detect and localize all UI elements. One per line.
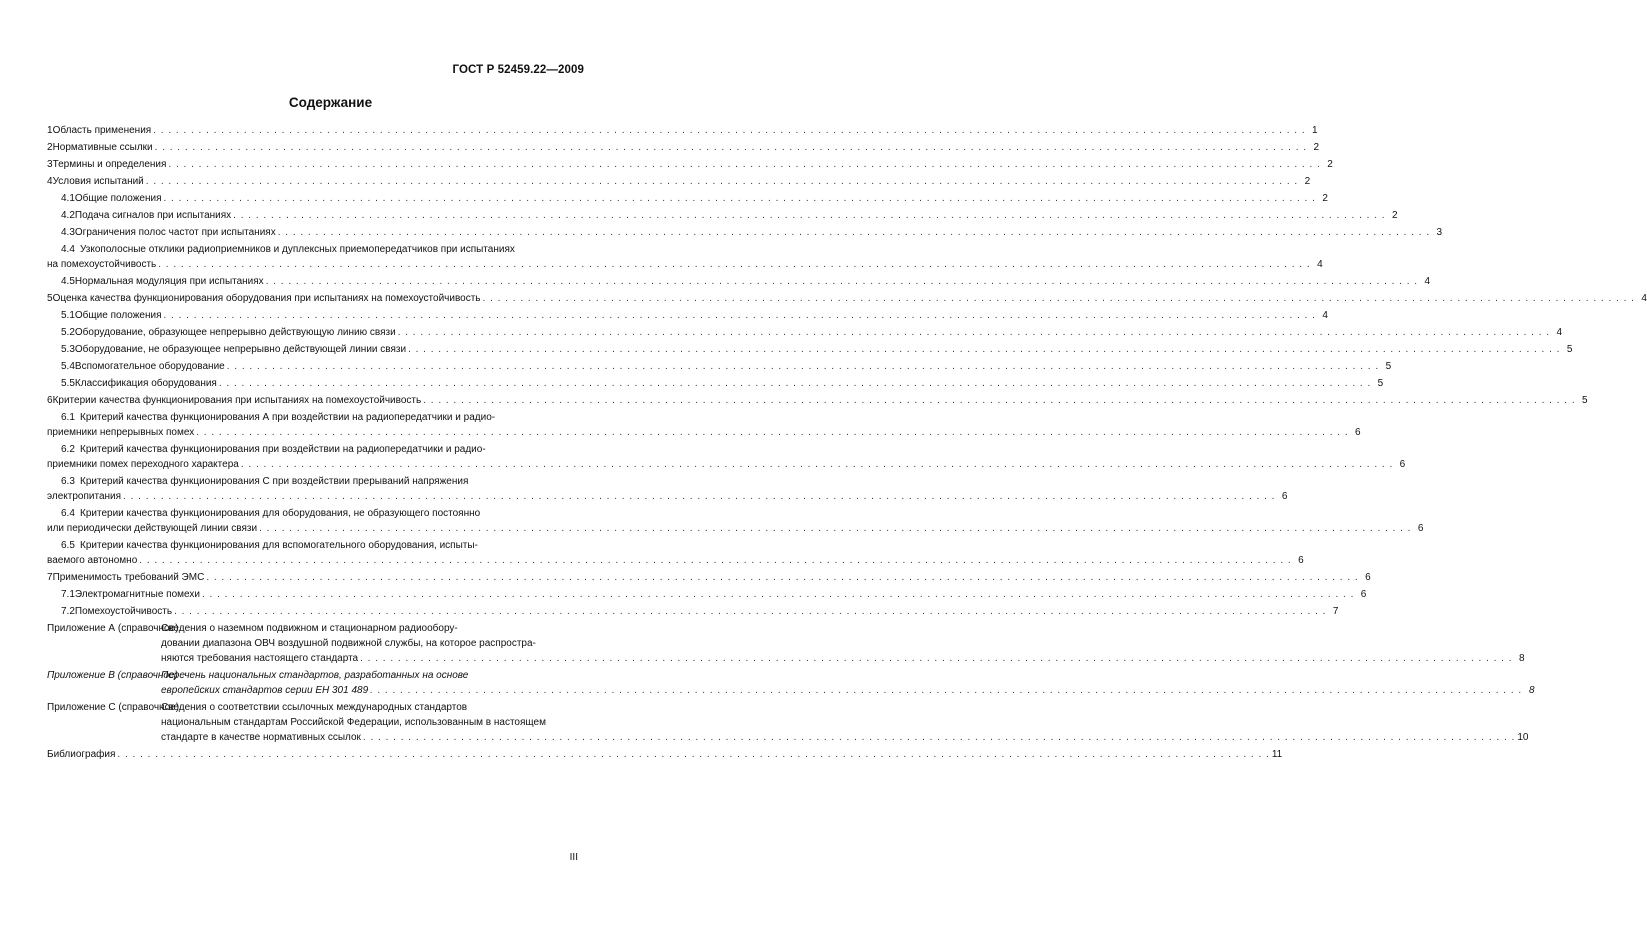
document-id: ГОСТ Р 52459.22—2009 — [452, 64, 584, 76]
dot-leader — [241, 457, 1393, 472]
toc-entry-title: Оборудование, образующее непрерывно действующую линию связи — [74, 327, 396, 338]
toc-entry-title: Оборудование, не образующее непрерывно действующей линии связи — [74, 344, 407, 355]
toc-entry-title-continued: электропитания — [47, 491, 122, 502]
table-of-contents — [47, 123, 1647, 764]
toc-entry-title: Критерий качества функционирования А при воздействии на радиопередатчики и радио- — [80, 412, 496, 423]
toc-entry-page: 5 — [1377, 378, 1384, 389]
dot-leader — [174, 604, 1326, 619]
appendix-label: Приложение А (справочное) — [47, 623, 179, 634]
toc-entry-title: Оценка качества функционирования оборудования при испытаниях на помехоустойчивость — [52, 293, 481, 304]
toc-entry[interactable] — [47, 123, 1318, 138]
toc-entry-number: 5.5 — [61, 378, 75, 389]
toc-entry-page: 5 — [1566, 344, 1573, 355]
dot-leader — [123, 489, 1275, 504]
toc-entry[interactable] — [47, 157, 1333, 172]
toc-entry-title: Нормальная модуляция при испытаниях — [74, 276, 264, 287]
dot-leader — [202, 587, 1354, 602]
toc-entry-page: 4 — [1556, 327, 1563, 338]
toc-entry-title: Электромагнитные помехи — [74, 589, 200, 600]
bibliography-page: 11 — [1271, 749, 1283, 760]
dot-leader — [370, 683, 1522, 698]
toc-entry-page: 5 — [1582, 395, 1588, 406]
dot-leader — [158, 257, 1310, 272]
toc-entry-title: Критерий качества функционирования С при воздействии прерываний напряжения — [80, 476, 469, 487]
toc-entry-number: 4.2 — [61, 210, 75, 221]
toc-entry[interactable] — [47, 242, 1323, 272]
toc-entry-number: 6.4 — [61, 508, 75, 519]
toc-entry[interactable] — [47, 274, 1431, 289]
toc-entry-title: Подача сигналов при испытаниях — [74, 210, 232, 221]
dot-leader — [360, 651, 1512, 666]
dot-leader — [266, 274, 1418, 289]
toc-entry-title: Узкополосные отклики радиоприемников и дуплексных приемопередатчиков при испытаниях — [80, 244, 515, 255]
toc-entry-title: Критерии качества функционирования для оборудования, не образующего постоянно — [80, 508, 481, 519]
dot-leader — [408, 342, 1560, 357]
toc-entry[interactable] — [47, 604, 1339, 619]
toc-entry[interactable] — [47, 174, 1311, 189]
toc-entry-page: 2 — [1392, 210, 1398, 221]
toc-entry-number: 6.3 — [61, 476, 75, 487]
dot-leader — [155, 140, 1307, 155]
toc-entry-page: 2 — [1304, 176, 1311, 187]
toc-entry-number: 6.2 — [61, 444, 75, 455]
appendix-title-line: Сведения о наземном подвижном и стационарном радиообору- — [161, 623, 458, 634]
toc-entry-number: 5 — [47, 293, 53, 304]
toc-entry-page: 6 — [1399, 459, 1406, 470]
appendix-page: 8 — [1528, 685, 1535, 696]
appendix-title-line: национальным стандартам Российской Федерации, использованным в настоящем — [161, 717, 546, 728]
toc-entry-title-continued: на помехоустойчивость — [47, 259, 157, 270]
appendix-entry[interactable] — [47, 621, 1525, 666]
toc-entry-number: 2 — [47, 142, 53, 153]
appendix-title-line: няются требования настоящего стандарта — [161, 653, 359, 664]
dot-leader — [153, 123, 1305, 138]
toc-entry-page: 6 — [1365, 572, 1371, 583]
toc-entry-number: 6 — [47, 395, 53, 406]
dot-leader — [363, 730, 1515, 745]
toc-entry[interactable] — [47, 359, 1392, 374]
toc-entry-title: Вспомогательное оборудование — [74, 361, 225, 372]
toc-entry-number: 4.3 — [61, 227, 75, 238]
toc-entry-number: 4.1 — [61, 193, 75, 204]
toc-entry-page: 6 — [1355, 427, 1361, 438]
appendix-page: 8 — [1518, 653, 1525, 664]
toc-entry-title: Помехоустойчивость — [74, 606, 173, 617]
toc-entry[interactable] — [47, 474, 1288, 504]
toc-entry[interactable] — [47, 291, 1647, 306]
toc-entry[interactable] — [47, 191, 1328, 206]
dot-leader — [398, 325, 1550, 340]
toc-entry-page: 2 — [1322, 193, 1328, 204]
dot-leader — [206, 570, 1358, 585]
toc-entry-number: 6.1 — [61, 412, 75, 423]
appendix-title-line: Сведения о соответствии ссылочных международных стандартов — [161, 702, 468, 713]
toc-entry-page: 3 — [1436, 227, 1443, 238]
toc-entry-page: 6 — [1281, 491, 1288, 502]
toc-entry-title: Термины и определения — [52, 159, 167, 170]
dot-leader — [117, 747, 1269, 762]
toc-entry[interactable] — [47, 225, 1443, 240]
dot-leader — [233, 208, 1385, 223]
toc-entry-title: Критерии качества функционирования для вспомогательного оборудования, испыты- — [80, 540, 478, 551]
toc-entry[interactable] — [47, 410, 1361, 440]
toc-entry-title: Область применения — [52, 125, 152, 136]
toc-entry-number: 6.5 — [61, 540, 75, 551]
toc-entry-title: Общие положения — [74, 310, 162, 321]
toc-entry-title-continued: приемники непрерывных помех — [47, 427, 195, 438]
dot-leader — [196, 425, 1348, 440]
toc-entry[interactable] — [47, 140, 1320, 155]
dot-leader — [139, 553, 1291, 568]
toc-entry-page: 6 — [1360, 589, 1367, 600]
toc-entry[interactable] — [47, 442, 1406, 472]
bibliography-title: Библиография — [47, 749, 116, 760]
toc-entry-title: Классификация оборудования — [74, 378, 217, 389]
appendix-entry[interactable] — [47, 668, 1535, 698]
dot-leader — [278, 225, 1430, 240]
toc-entry-page: 6 — [1417, 523, 1424, 534]
toc-entry-page: 4 — [1641, 293, 1647, 304]
appendix-title-line: европейских стандартов серии ЕН 301 489 — [161, 685, 369, 696]
toc-entry-page: 4 — [1424, 276, 1431, 287]
toc-entry-number: 3 — [47, 159, 53, 170]
toc-entry[interactable] — [47, 308, 1328, 323]
toc-entry-page: 2 — [1327, 159, 1333, 170]
toc-entry-number: 5.4 — [61, 361, 75, 372]
appendix-entry[interactable] — [47, 700, 1529, 745]
toc-entry-page: 1 — [1312, 125, 1318, 136]
toc-entry-title-continued: или периодически действующей линии связи — [47, 523, 258, 534]
dot-leader — [259, 521, 1411, 536]
toc-entry-title: Критерии качества функционирования при испытаниях на помехоустойчивость — [52, 395, 422, 406]
toc-entry-number: 7.1 — [61, 589, 75, 600]
toc-entry[interactable] — [47, 506, 1424, 536]
toc-entry-title: Общие положения — [74, 193, 162, 204]
appendix-label: Приложение С (справочное) — [47, 702, 180, 713]
toc-entry-number: 5.3 — [61, 344, 75, 355]
dot-leader — [227, 359, 1379, 374]
dot-leader — [423, 393, 1575, 408]
appendix-title-line: довании диапазона ОВЧ воздушной подвижной службы, на которое распростра- — [161, 638, 536, 649]
toc-entry-number: 4.4 — [61, 244, 75, 255]
toc-entry[interactable] — [47, 342, 1573, 357]
toc-entry[interactable] — [47, 393, 1588, 408]
appendix-title-line: Перечень национальных стандартов, разработанных на основе — [161, 670, 469, 681]
toc-entry-title: Ограничения полос частот при испытаниях — [74, 227, 276, 238]
toc-entry[interactable] — [47, 376, 1384, 391]
bibliography-entry[interactable] — [47, 747, 1283, 762]
toc-entry-page: 7 — [1332, 606, 1339, 617]
toc-entry-title-continued: приемники помех переходного характера — [47, 459, 239, 470]
page-title: Содержание — [288, 95, 373, 110]
toc-entry-number: 4 — [47, 176, 53, 187]
toc-entry[interactable] — [47, 570, 1371, 585]
dot-leader — [219, 376, 1371, 391]
toc-entry-page: 4 — [1317, 259, 1323, 270]
dot-leader — [164, 191, 1316, 206]
dot-leader — [168, 157, 1320, 172]
toc-entry-title: Применимость требований ЭМС — [52, 572, 205, 583]
toc-entry-title: Критерий качества функционирования при воздействии на радиопередатчики и радио- — [80, 444, 486, 455]
toc-entry-number: 5.1 — [61, 310, 75, 321]
toc-entry[interactable] — [47, 325, 1563, 340]
toc-entry-number: 7.2 — [61, 606, 75, 617]
toc-entry-number: 5.2 — [61, 327, 75, 338]
page-number-roman: III — [569, 852, 578, 863]
toc-entry-title: Нормативные ссылки — [52, 142, 153, 153]
appendix-page: 10 — [1517, 732, 1529, 743]
toc-entry-number: 7 — [47, 572, 53, 583]
toc-entry-number: 4.5 — [61, 276, 75, 287]
toc-entry-number: 1 — [47, 125, 53, 136]
toc-entry-title: Условия испытаний — [52, 176, 144, 187]
toc-entry[interactable] — [47, 538, 1304, 568]
toc-entry-page: 2 — [1313, 142, 1320, 153]
toc-entry[interactable] — [47, 587, 1367, 602]
dot-leader — [483, 291, 1635, 306]
toc-entry-page: 6 — [1298, 555, 1304, 566]
toc-entry-title-continued: ваемого автономно — [47, 555, 138, 566]
toc-entry-page: 4 — [1322, 310, 1328, 321]
dot-leader — [146, 174, 1298, 189]
appendix-title-line: стандарте в качестве нормативных ссылок — [161, 732, 361, 743]
dot-leader — [164, 308, 1316, 323]
toc-entry-page: 5 — [1385, 361, 1392, 372]
appendix-label: Приложение В (справочное) — [47, 670, 178, 681]
toc-entry[interactable] — [47, 208, 1398, 223]
